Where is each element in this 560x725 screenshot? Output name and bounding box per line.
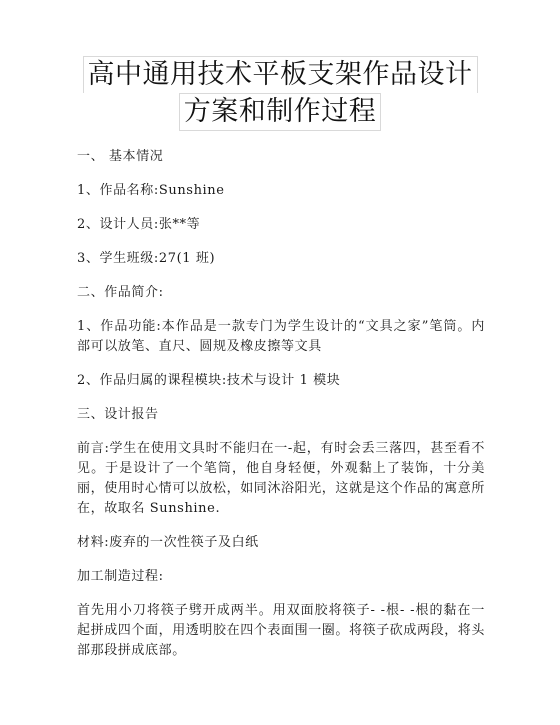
work-name-line: 1、作品名称:Sunshine [77,183,225,198]
function-paragraph: 1、作品功能:本作品是一款专门为学生设计的“文具之家”笔筒。内部可以放笔、直尺、圆规及橡皮擦等文具 [77,319,485,354]
section-heading-intro: 二、作品简介: [77,285,164,300]
title-line-2: 方案和制作过程 [179,93,382,131]
materials-line: 材料:废弃的一次性筷子及白纸 [77,535,259,550]
class-line: 3、学生班级:27(1 班) [77,251,216,266]
process-paragraph: 首先用小刀将筷子劈开成两半。用双面胶将筷子- -根- -根的黏在一起拼成四个面，用透明胶在四个表面围一圈。将筷子砍成两段，将头部那段拼成底部。 [77,603,486,658]
document-title [0,56,560,131]
section-heading-report: 三、设计报告 [77,407,159,422]
document-body [77,147,485,675]
section-heading-basic: 一、 基本情况 [77,149,164,164]
module-line: 2、作品归属的课程模块:技术与设计 1 模块 [77,373,341,388]
preface-paragraph: 前言:学生在使用文具时不能归在一-起，有时会丢三落四，甚至看不见。于是设计了一个笔筒，他自身轻便，外观黏上了装饰，十分美丽，使用时心情可以放松，如同沐浴阳光，这就是这个作品的寓意所在，故取名 Sunshine. [77,441,486,516]
process-heading: 加工制造过程: [77,569,164,584]
title-line-1: 高中通用技术平板支架作品设计 [83,56,478,93]
designer-line: 2、设计人员:张**等 [77,217,201,232]
